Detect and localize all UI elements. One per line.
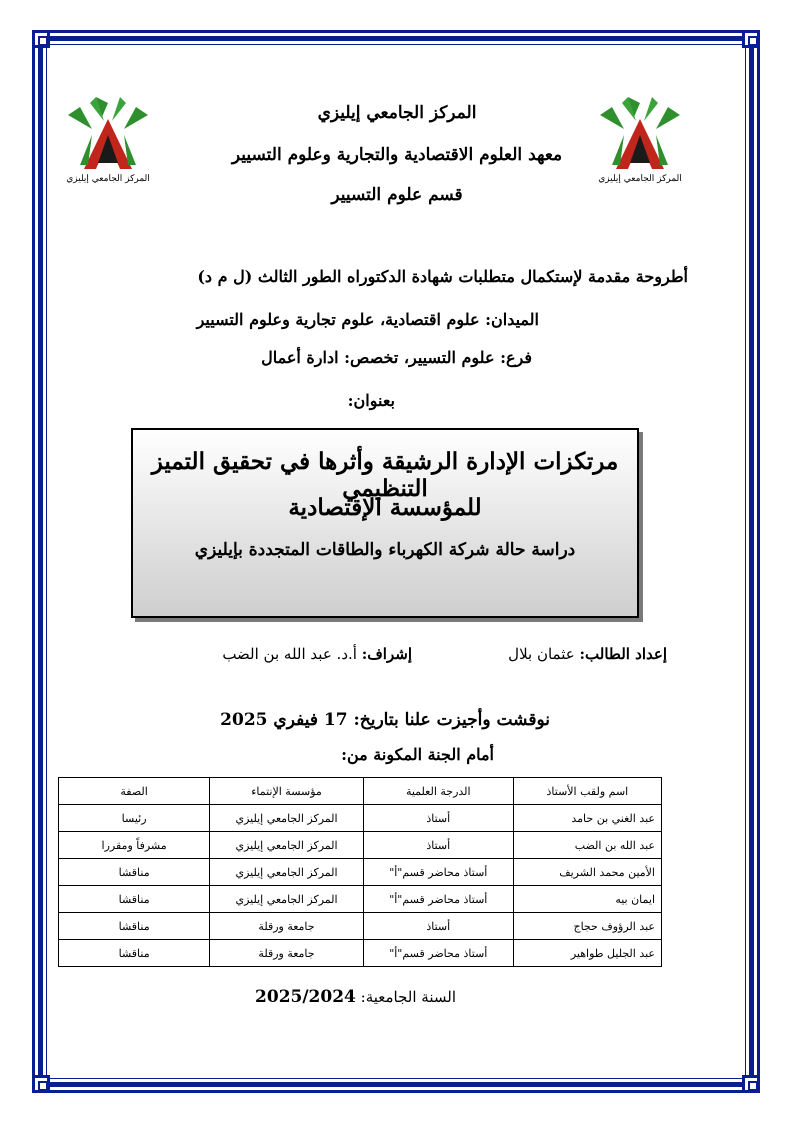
border-corner-ornament (742, 30, 760, 48)
col-header-name: اسم ولقب الأستاذ (513, 778, 661, 805)
member-institution: المركز الجامعي إيليزي (210, 805, 364, 832)
member-role: مناقشا (59, 886, 210, 913)
col-header-institution: مؤسسة الإنتماء (210, 778, 364, 805)
member-rank: أستاذ محاضر قسم"أ" (363, 886, 513, 913)
institute-name: معهد العلوم الاقتصادية والتجارية وعلوم التسيير (231, 145, 563, 165)
member-institution: المركز الجامعي إيليزي (210, 859, 364, 886)
thesis-field: الميدان: علوم اقتصادية، علوم تجارية وعلوم التسيير (196, 310, 539, 329)
member-role: رئيسا (59, 805, 210, 832)
academic-year (255, 987, 456, 1007)
thesis-purpose: أطروحة مقدمة لإستكمال متطلبات شهادة الدكتوراه الطور الثالث (ل م د) (197, 267, 688, 286)
committee-intro: أمام الجنة المكونة من: (341, 745, 494, 764)
table-row (59, 886, 662, 913)
member-rank: أستاذ (363, 805, 513, 832)
member-institution: جامعة ورقلة (210, 913, 364, 940)
member-role: مشرفاً ومقررا (59, 832, 210, 859)
defense-date: نوقشت وأجيزت علنا بتاريخ: 17 فيفري 2025 (220, 710, 550, 730)
titled-label: بعنوان: (347, 391, 395, 410)
member-rank: أستاذ (363, 832, 513, 859)
member-institution: المركز الجامعي إيليزي (210, 886, 364, 913)
supervisor-line (222, 645, 412, 663)
student-name: عثمان بلال (508, 645, 575, 663)
member-name: عبد الجليل طواهير (513, 940, 661, 967)
table-row (59, 832, 662, 859)
thesis-title-line-2: للمؤسسة الإقتصادية (288, 494, 482, 521)
committee-table (58, 777, 662, 967)
thesis-branch: فرع: علوم التسيير، تخصص: ادارة أعمال (261, 348, 532, 367)
member-role: مناقشا (59, 940, 210, 967)
col-header-role: الصفة (59, 778, 210, 805)
member-role: مناقشا (59, 859, 210, 886)
case-study-subtitle: دراسة حالة شركة الكهرباء والطاقات المتجددة بإيليزي (194, 540, 576, 560)
member-rank: أستاذ محاضر قسم"أ" (363, 940, 513, 967)
member-rank: أستاذ (363, 913, 513, 940)
university-name: المركز الجامعي إيليزي (317, 103, 477, 123)
logo-caption: المركز الجامعي إيليزي (66, 174, 150, 184)
student-label: إعداد الطالب: (579, 645, 667, 663)
logo-caption: المركز الجامعي إيليزي (598, 174, 682, 184)
academic-year-label: السنة الجامعية: (360, 988, 456, 1006)
student-line (508, 645, 667, 663)
member-name: عبد الله بن الضب (513, 832, 661, 859)
department-name: قسم علوم التسيير (331, 185, 463, 205)
table-row (59, 913, 662, 940)
table-row (59, 859, 662, 886)
col-header-rank: الدرجة العلمية (363, 778, 513, 805)
member-institution: جامعة ورقلة (210, 940, 364, 967)
member-role: مناقشا (59, 913, 210, 940)
member-institution: المركز الجامعي إيليزي (210, 832, 364, 859)
supervisor-label: إشراف: (361, 645, 412, 663)
border-corner-ornament (32, 1075, 50, 1093)
thesis-title-box (131, 428, 639, 618)
member-name: عبد الغني بن حامد (513, 805, 661, 832)
table-row (59, 940, 662, 967)
table-header-row (59, 778, 662, 805)
member-name: الأمين محمد الشريف (513, 859, 661, 886)
academic-year-value: 2025/2024 (255, 987, 356, 1007)
table-row (59, 805, 662, 832)
supervisor-name: أ.د. عبد الله بن الضب (222, 645, 357, 663)
border-corner-ornament (742, 1075, 760, 1093)
thesis-title-line-1: مرتكزات الإدارة الرشيقة وأثرها في تحقيق التميز التنظيمي (151, 448, 619, 502)
member-name: عبد الرؤوف حجاج (513, 913, 661, 940)
member-name: ايمان بيه (513, 886, 661, 913)
border-corner-ornament (32, 30, 50, 48)
member-rank: أستاذ محاضر قسم"أ" (363, 859, 513, 886)
